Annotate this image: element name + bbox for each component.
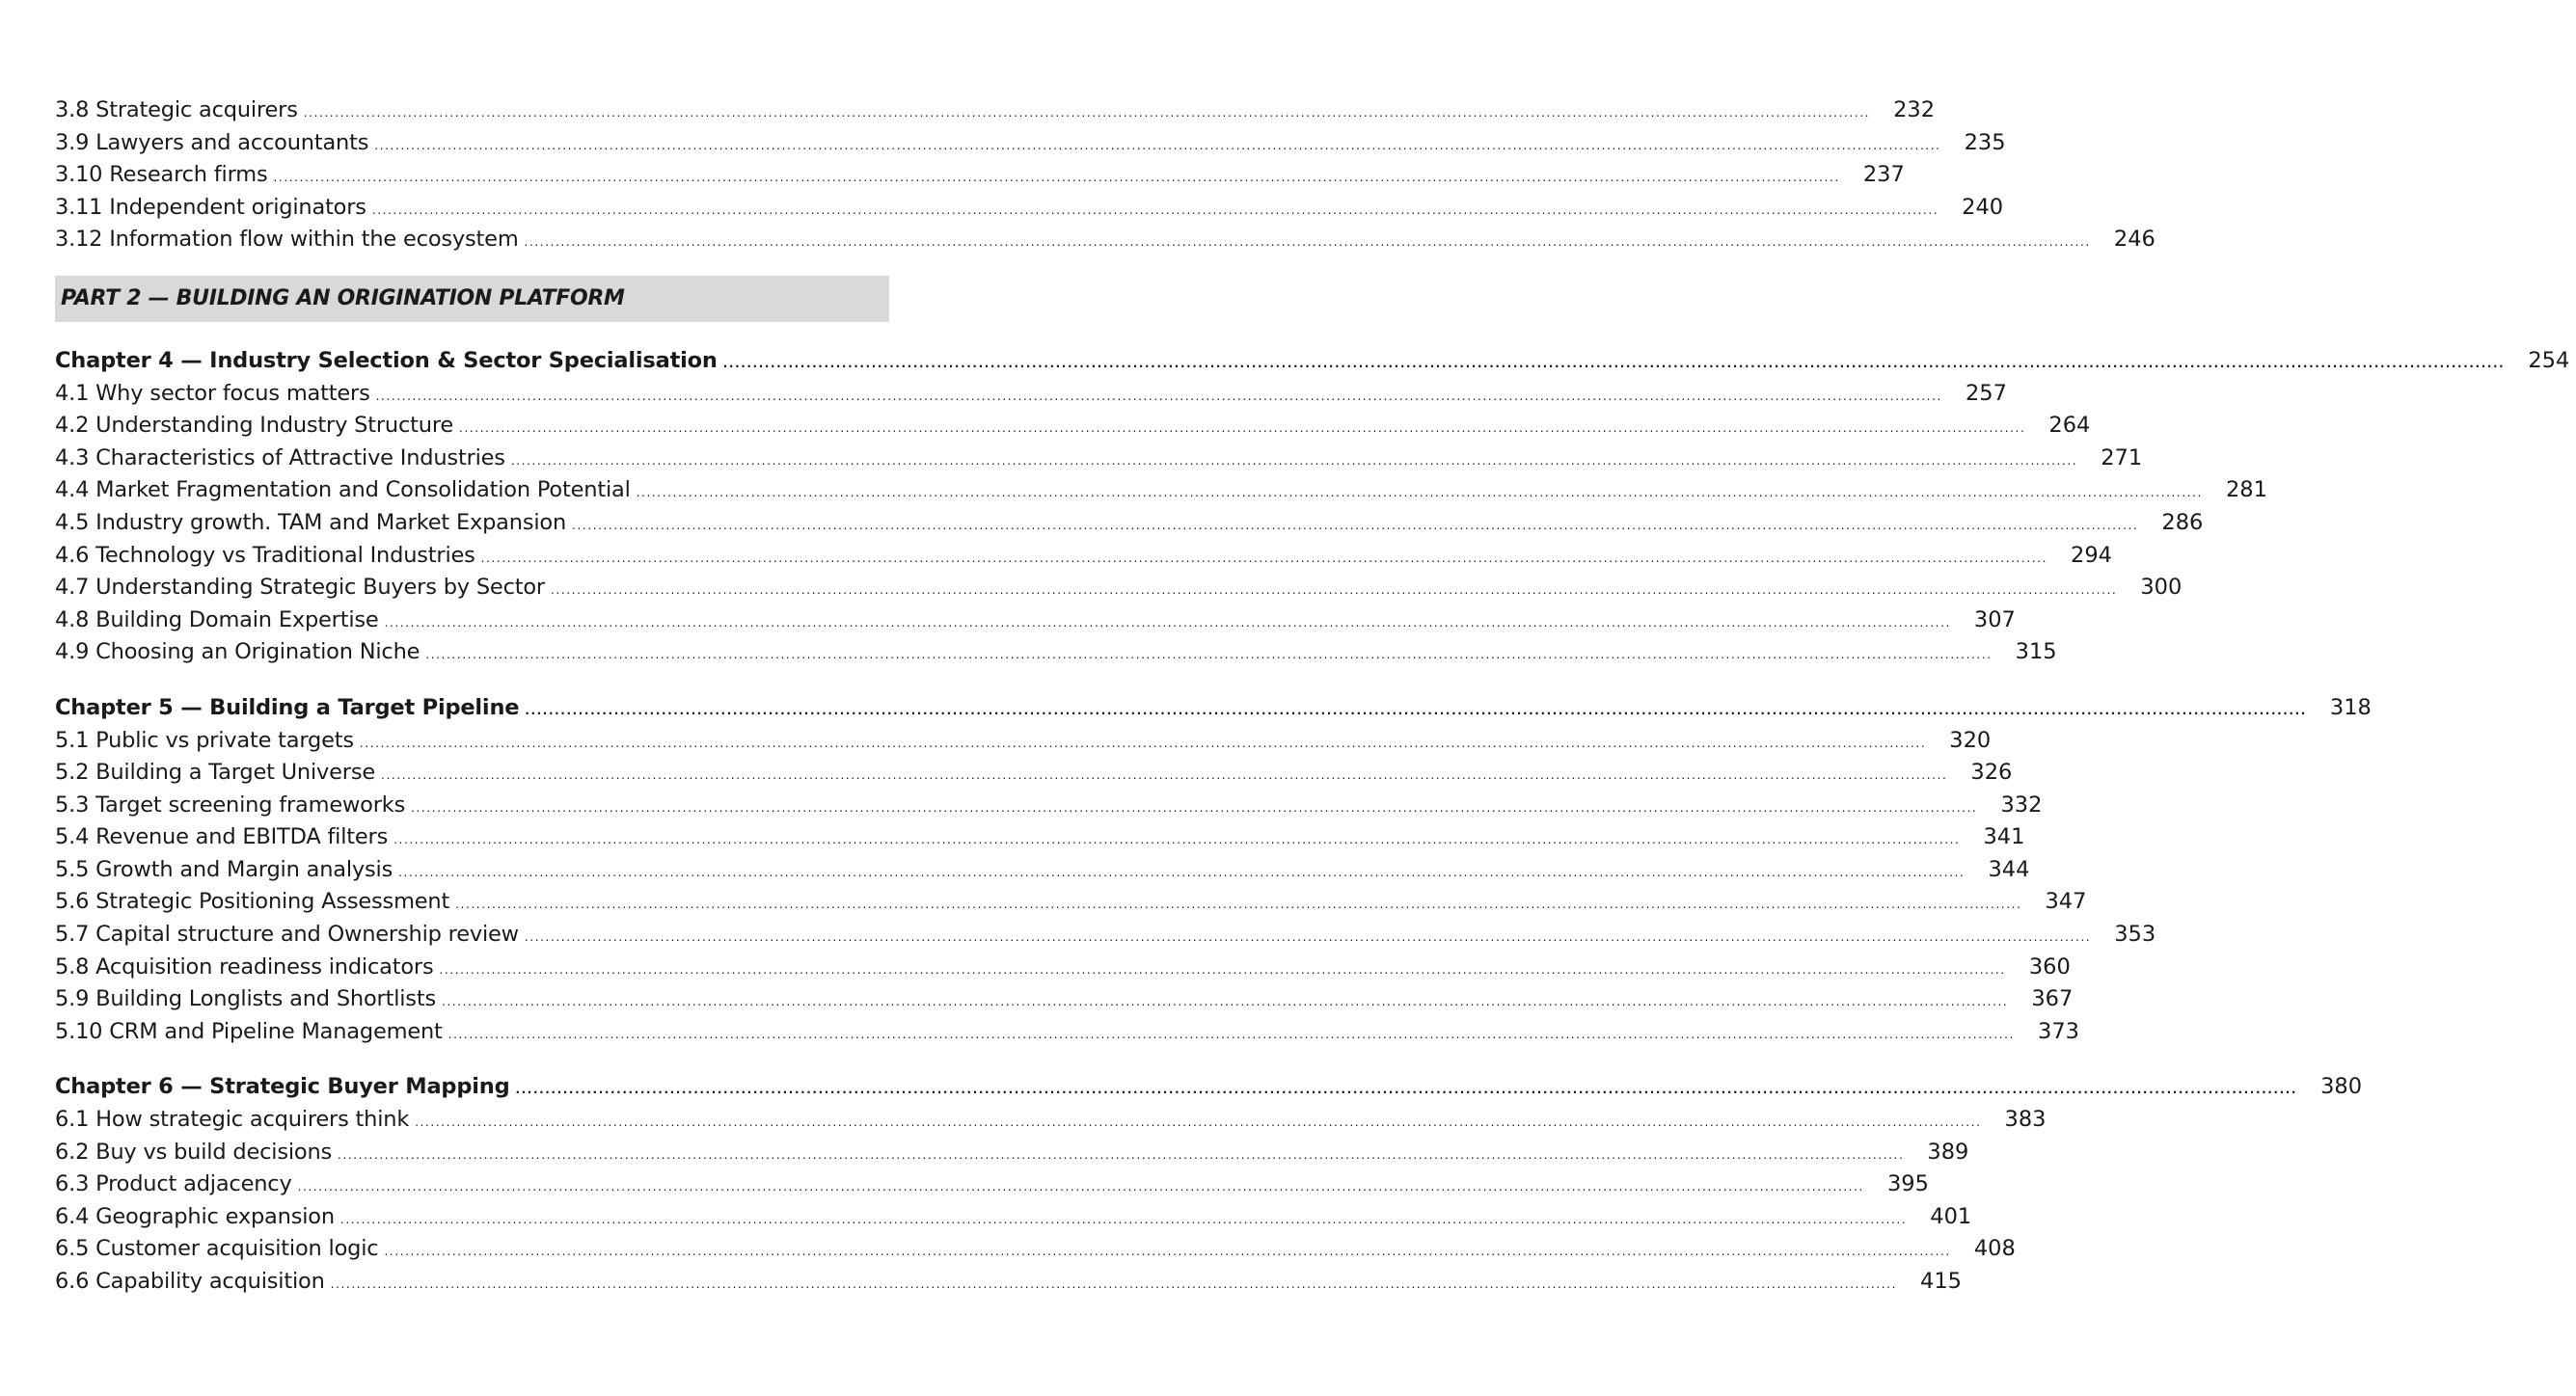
entry-title: 5.10 CRM and Pipeline Management: [55, 1018, 443, 1044]
toc-entry-row[interactable]: [55, 507, 2204, 540]
dot-leader: ............................................................................................................................................................................................................................................................................................................: [338, 1147, 1905, 1162]
toc-entry-row[interactable]: [55, 94, 1936, 127]
dot-leader: ............................................................................................................................................................................................................................................................................................................: [384, 1245, 1951, 1259]
toc-entry-row[interactable]: [55, 1137, 1969, 1169]
toc-chapter-row[interactable]: [55, 345, 2570, 378]
page-number: 332: [2000, 792, 2043, 818]
toc-entry-row[interactable]: [55, 886, 2087, 919]
page-number: 347: [2045, 889, 2087, 915]
section-spacer: [55, 669, 882, 692]
dot-leader: ............................................................................................................................................................................................................................................................................................................: [439, 962, 2006, 977]
page-number: 373: [2038, 1018, 2079, 1044]
page-number: 281: [2225, 477, 2267, 503]
toc-entry-row[interactable]: [55, 1168, 1929, 1201]
toc-entry-row[interactable]: [55, 1104, 2047, 1137]
page-number: 341: [1983, 824, 2025, 850]
page-number: 257: [1965, 380, 2007, 406]
page-number: 235: [1964, 129, 2006, 155]
dot-leader: ............................................................................................................................................................................................................................................................................................................: [551, 583, 2118, 598]
page-number: 401: [1930, 1203, 1972, 1229]
dot-leader: ............................................................................................................................................................................................................................................................................................................: [447, 1027, 2016, 1041]
dot-leader: ............................................................................................................................................................................................................................................................................................................: [510, 453, 2078, 468]
entry-title: 6.6 Capability acquisition: [55, 1269, 325, 1294]
dot-leader: ............................................................................................................................................................................................................................................................................................................: [572, 518, 2139, 532]
dot-leader: ............................................................................................................................................................................................................................................................................................................: [375, 389, 1942, 403]
chapter-title: Chapter 5 — Building a Target Pipeline: [55, 694, 520, 720]
toc-entry-row[interactable]: [55, 919, 2156, 952]
toc-entry-row[interactable]: [55, 952, 2071, 984]
toc-entry-row[interactable]: [55, 474, 2267, 507]
toc-chapter-row[interactable]: [55, 692, 2372, 725]
section-spacer: [55, 1048, 882, 1071]
entry-title: 6.3 Product adjacency: [55, 1171, 292, 1197]
dot-leader: ............................................................................................................................................................................................................................................................................................................: [722, 356, 2506, 370]
entry-title: 4.7 Understanding Strategic Buyers by Sector: [55, 575, 545, 601]
table-of-contents: [55, 94, 2570, 1299]
dot-leader: ............................................................................................................................................................................................................................................................................................................: [425, 648, 1993, 662]
toc-entry-row[interactable]: [55, 540, 2112, 573]
page-number: 318: [2329, 694, 2372, 720]
dot-leader: ............................................................................................................................................................................................................................................................................................................: [415, 1115, 1982, 1130]
dot-leader: ............................................................................................................................................................................................................................................................................................................: [398, 865, 1966, 879]
dot-leader: ............................................................................................................................................................................................................................................................................................................: [411, 800, 1978, 815]
entry-title: 3.12 Information flow within the ecosystem: [55, 227, 519, 253]
toc-entry-row[interactable]: [55, 854, 2030, 887]
page-number: 367: [2031, 986, 2074, 1012]
entry-title: 6.1 How strategic acquirers think: [55, 1107, 410, 1133]
entry-title: 6.5 Customer acquisition logic: [55, 1236, 379, 1262]
page-number: 237: [1862, 162, 1905, 188]
page-number: 320: [1949, 727, 1992, 753]
entry-title: 5.7 Capital structure and Ownership review: [55, 922, 519, 948]
page-number: 353: [2114, 922, 2156, 948]
toc-entry-row[interactable]: [55, 159, 1905, 192]
page-number: 294: [2071, 542, 2112, 568]
part-heading-title: PART 2 — BUILDING AN ORIGINATION PLATFORM: [61, 286, 625, 311]
dot-leader: ............................................................................................................................................................................................................................................................................................................: [525, 703, 2307, 717]
entry-title: 3.9 Lawyers and accountants: [55, 129, 369, 155]
chapter-title: Chapter 4 — Industry Selection & Sector Specialisation: [55, 347, 718, 373]
dot-leader: ............................................................................................................................................................................................................................................................................................................: [455, 898, 2022, 912]
page-number: 383: [2004, 1107, 2047, 1133]
page-number: 240: [1962, 194, 2004, 220]
toc-entry-row[interactable]: [55, 572, 2183, 604]
dot-leader: ............................................................................................................................................................................................................................................................................................................: [381, 768, 1948, 783]
dot-leader: ............................................................................................................................................................................................................................................................................................................: [384, 615, 1951, 630]
entry-title: 4.6 Technology vs Traditional Industries: [55, 542, 475, 568]
toc-entry-row[interactable]: [55, 604, 2016, 637]
toc-entry-row[interactable]: [55, 790, 2043, 822]
page-number: 408: [1973, 1236, 2016, 1262]
entry-title: 5.6 Strategic Positioning Assessment: [55, 889, 450, 915]
entry-title: 3.10 Research firms: [55, 162, 268, 188]
dot-leader: ............................................................................................................................................................................................................................................................................................................: [459, 421, 2026, 436]
dot-leader: ............................................................................................................................................................................................................................................................................................................: [303, 106, 1871, 120]
dot-leader: ............................................................................................................................................................................................................................................................................................................: [330, 1277, 1897, 1291]
entry-title: 5.1 Public vs private targets: [55, 727, 354, 753]
part-heading: [55, 276, 889, 322]
page-number: 326: [1970, 760, 2013, 786]
dot-leader: ............................................................................................................................................................................................................................................................................................................: [374, 138, 1941, 152]
dot-leader: ............................................................................................................................................................................................................................................................................................................: [441, 995, 2009, 1009]
entry-title: 4.9 Choosing an Origination Niche: [55, 639, 420, 665]
dot-leader: ............................................................................................................................................................................................................................................................................................................: [339, 1212, 1908, 1226]
toc-entry-row[interactable]: [55, 224, 2156, 256]
entry-title: 3.8 Strategic acquirers: [55, 97, 298, 122]
dot-leader: ............................................................................................................................................................................................................................................................................................................: [393, 833, 1961, 847]
page-number: 315: [2015, 639, 2057, 665]
entry-title: 6.4 Geographic expansion: [55, 1203, 335, 1229]
entry-title: 5.3 Target screening frameworks: [55, 792, 406, 818]
page-number: 415: [1920, 1269, 1962, 1294]
toc-entry-row[interactable]: [55, 725, 1992, 758]
page-number: 286: [2161, 509, 2204, 535]
toc-entry-row[interactable]: [55, 1201, 1972, 1234]
page-number: 264: [2048, 413, 2091, 439]
toc-entry-row[interactable]: [55, 192, 2004, 225]
entry-title: 4.5 Industry growth. TAM and Market Expansion: [55, 509, 567, 535]
entry-title: 5.4 Revenue and EBITDA filters: [55, 824, 389, 850]
page-number: 300: [2140, 575, 2183, 601]
entry-title: 4.1 Why sector focus matters: [55, 380, 370, 406]
entry-title: 3.11 Independent originators: [55, 194, 366, 220]
toc-entry-row[interactable]: [55, 443, 2143, 475]
page-number: 254: [2528, 347, 2570, 373]
toc-entry-row[interactable]: [55, 410, 2091, 443]
entry-title: 5.8 Acquisition readiness indicators: [55, 953, 434, 980]
toc-entry-row[interactable]: [55, 1233, 2016, 1266]
toc-entry-row[interactable]: [55, 127, 2006, 160]
dot-leader: ............................................................................................................................................................................................................................................................................................................: [273, 171, 1840, 185]
dot-leader: ............................................................................................................................................................................................................................................................................................................: [371, 202, 1939, 217]
dot-leader: ............................................................................................................................................................................................................................................................................................................: [359, 736, 1927, 750]
entry-title: 5.9 Building Longlists and Shortlists: [55, 986, 436, 1012]
dot-leader: ............................................................................................................................................................................................................................................................................................................: [480, 550, 2048, 565]
toc-entry-row[interactable]: [55, 1266, 1962, 1299]
page-number: 344: [1988, 856, 2030, 882]
page-number: 380: [2320, 1074, 2363, 1100]
page-number: 232: [1893, 97, 1936, 122]
dot-leader: ............................................................................................................................................................................................................................................................................................................: [515, 1083, 2298, 1097]
entry-title: 6.2 Buy vs build decisions: [55, 1139, 333, 1165]
entry-title: 4.3 Characteristics of Attractive Industries: [55, 444, 505, 470]
dot-leader: ............................................................................................................................................................................................................................................................................................................: [636, 486, 2203, 500]
dot-leader: ............................................................................................................................................................................................................................................................................................................: [524, 235, 2091, 250]
page-number: 246: [2113, 227, 2156, 253]
toc-entry-row[interactable]: [55, 983, 2074, 1016]
dot-leader: ............................................................................................................................................................................................................................................................................................................: [297, 1180, 1864, 1195]
toc-entry-row[interactable]: [55, 821, 2025, 854]
entry-title: 5.5 Growth and Margin analysis: [55, 856, 393, 882]
page-number: 360: [2028, 953, 2071, 980]
page-number: 271: [2101, 444, 2143, 470]
entry-title: 4.8 Building Domain Expertise: [55, 606, 379, 632]
toc-entry-row[interactable]: [55, 757, 2013, 790]
toc-chapter-row[interactable]: [55, 1071, 2363, 1104]
toc-entry-row[interactable]: [55, 636, 2057, 669]
dot-leader: ............................................................................................................................................................................................................................................................................................................: [524, 930, 2092, 945]
chapter-title: Chapter 6 — Strategic Buyer Mapping: [55, 1074, 510, 1100]
toc-entry-row[interactable]: [55, 1016, 2079, 1049]
page-number: 389: [1927, 1139, 1969, 1165]
entry-title: 4.2 Understanding Industry Structure: [55, 413, 454, 439]
page-number: 395: [1886, 1171, 1929, 1197]
entry-title: 4.4 Market Fragmentation and Consolidation Potential: [55, 477, 631, 503]
toc-entry-row[interactable]: [55, 378, 2007, 411]
entry-title: 5.2 Building a Target Universe: [55, 760, 376, 786]
page-number: 307: [1973, 606, 2016, 632]
